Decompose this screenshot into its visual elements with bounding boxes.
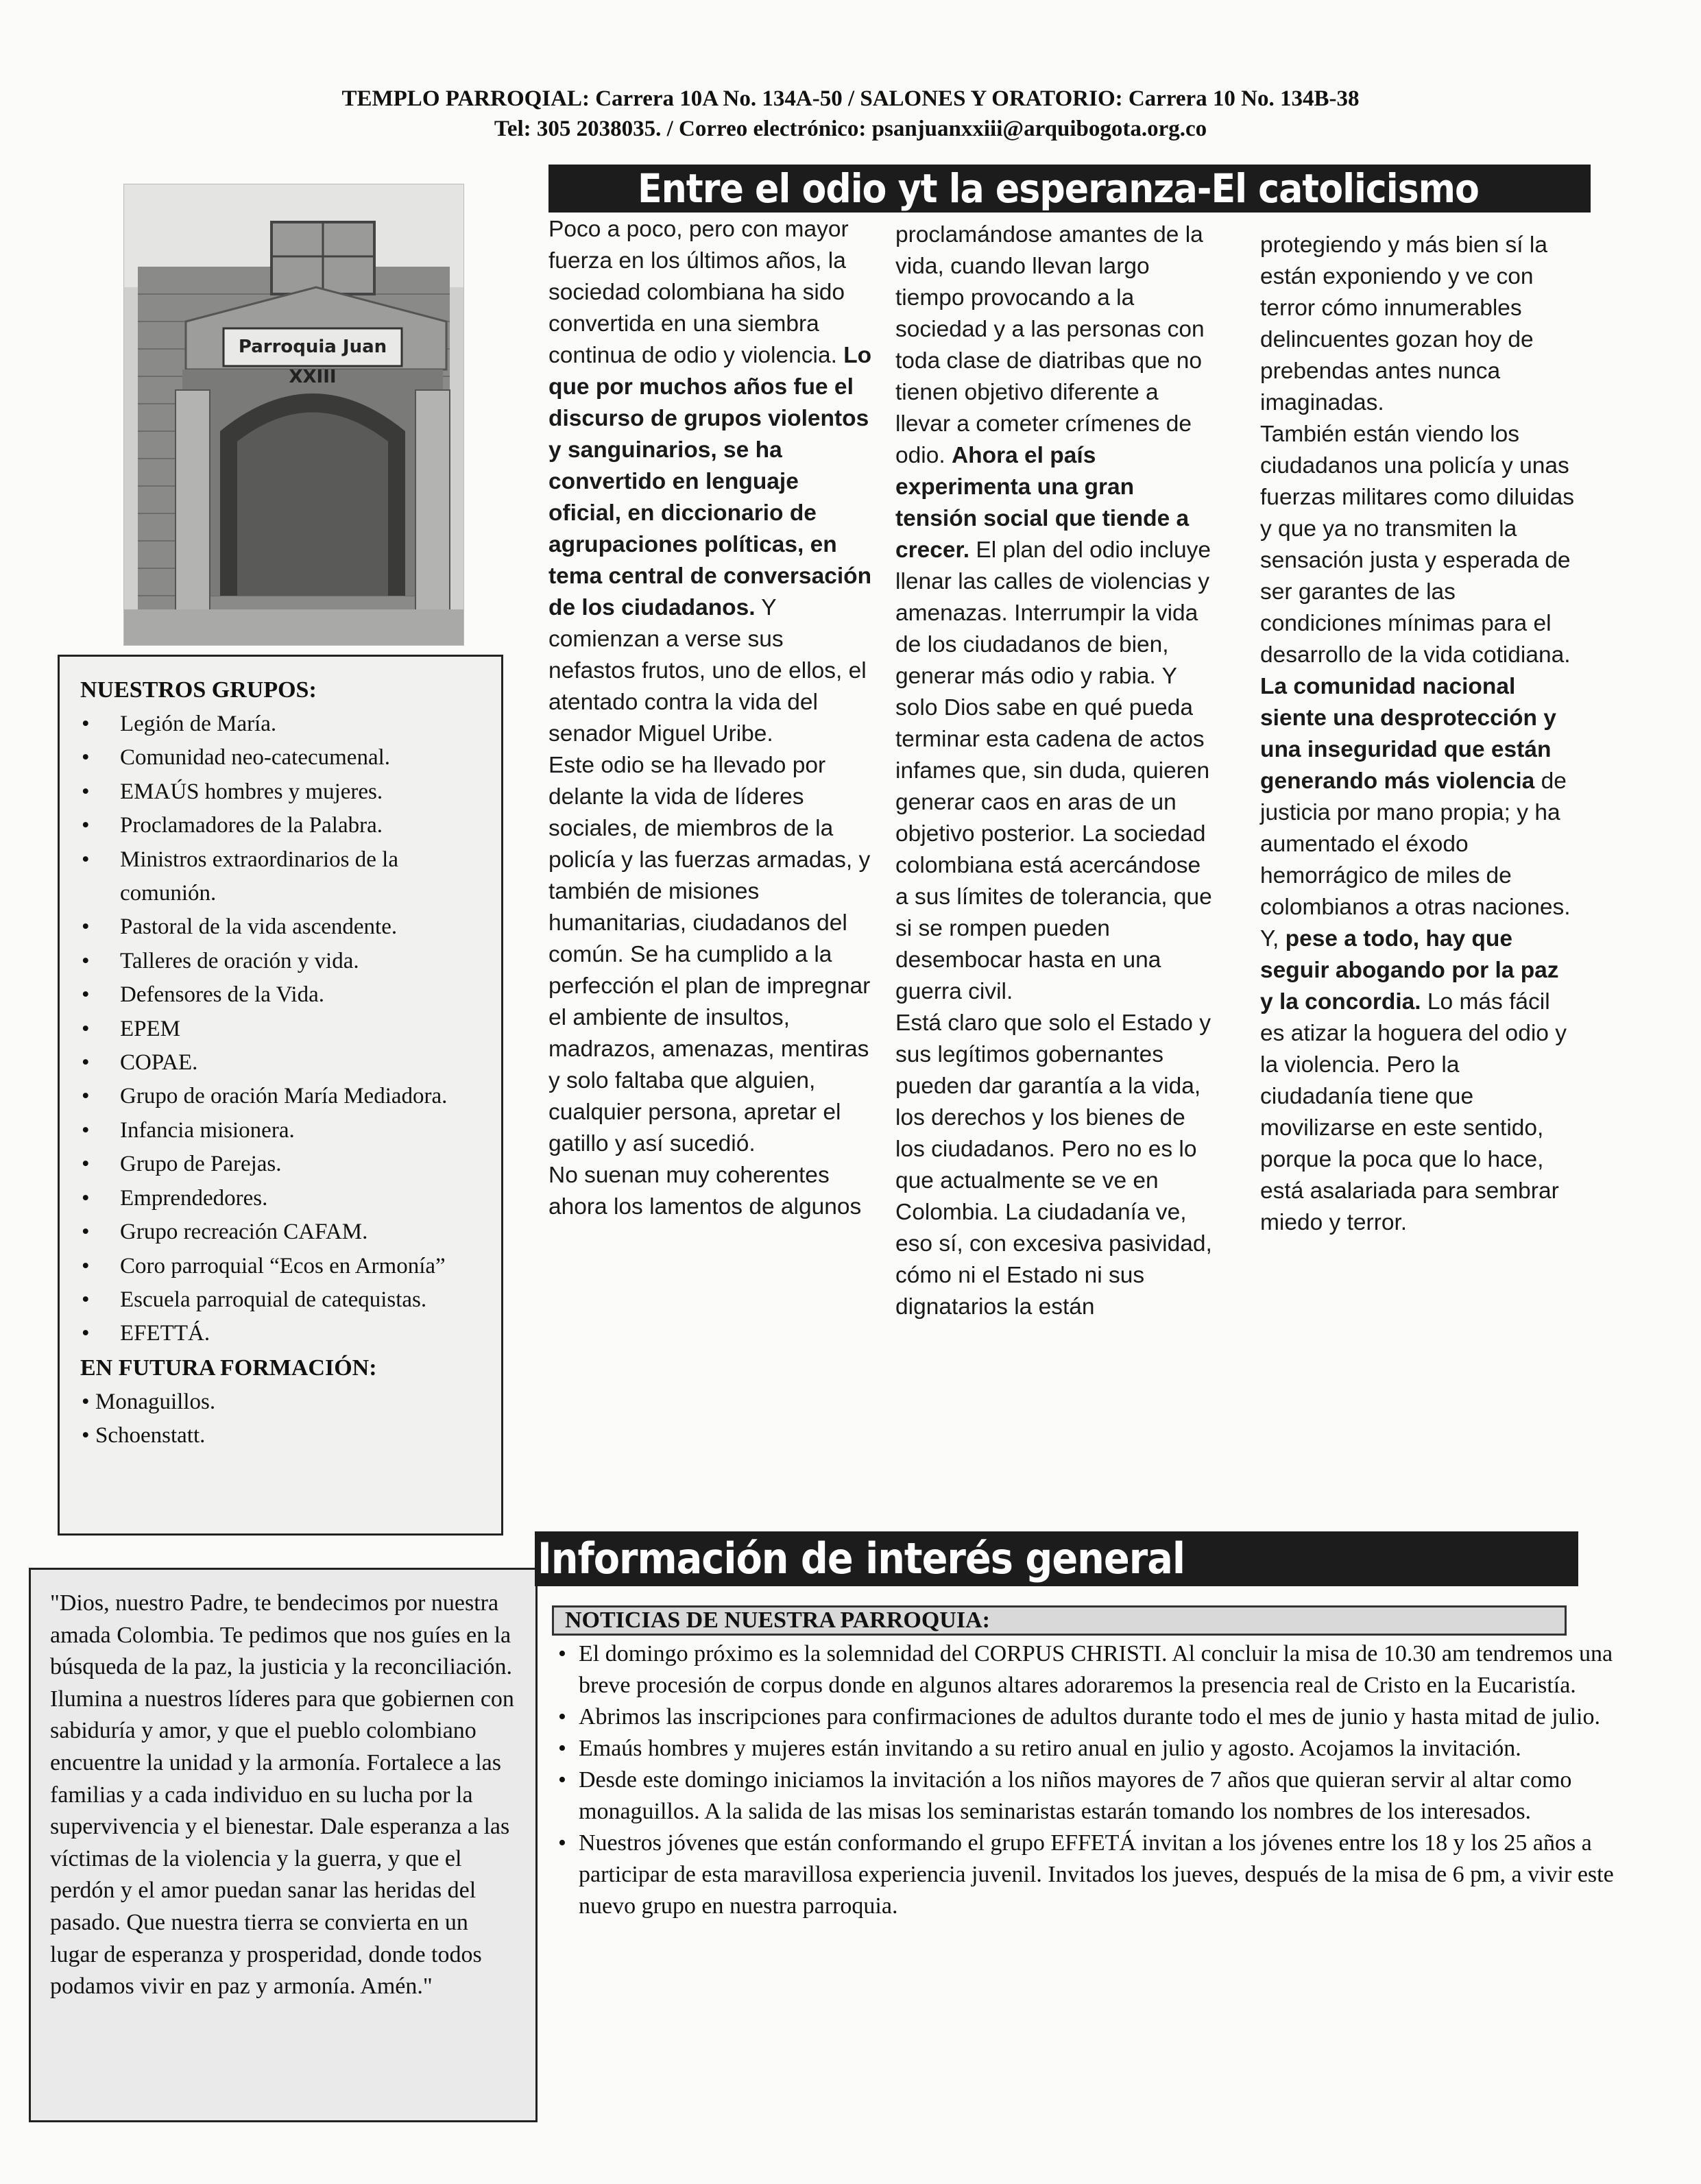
groups-box — [58, 655, 503, 1536]
news-list-item: • Desde este domingo iniciamos la invitación a los niños mayores de 7 años que quieran servir al altar como monaguillos. A la salida de las misas los seminaristas estarán tomando los nombres de los interesados. — [557, 1764, 1626, 1828]
group-list-item: • Escuela parroquial de catequistas. — [80, 1283, 489, 1317]
article-column-1 — [548, 214, 872, 1223]
news-list-item: • Nuestros jóvenes que están conformando el grupo EFFETÁ invitan a los jóvenes entre los 18 y los 25 años a participar de esta maravillosa experiencia juvenil. Invitados los jueves, después de la misa de 6 pm, a vivir este nuevo grupo en nuestra parroquia. — [557, 1828, 1626, 1922]
news-list-wrapper — [557, 1638, 1626, 1922]
article-title: Entre el odio yt la esperanza-El catolicismo — [548, 165, 1591, 213]
news-list-item: • El domingo próximo es la solemnidad del CORPUS CHRISTI. Al concluir la misa de 10.30 am tendremos una breve procesión de corpus donde en algunos altares adoraremos la presencia real de Cristo en la Eucaristía. — [557, 1638, 1626, 1701]
group-list-item: • Proclamadores de la Palabra. — [80, 809, 489, 842]
groups-heading: NUESTROS GRUPOS: — [80, 677, 317, 703]
article-column-3 — [1260, 230, 1576, 1239]
group-list-item: • Grupo recreación CAFAM. — [80, 1215, 489, 1249]
future-formation-heading: EN FUTURA FORMACIÓN: — [80, 1355, 377, 1381]
group-list-item: • Pastoral de la vida ascendente. — [80, 910, 489, 944]
prayer-text: "Dios, nuestro Padre, te bendecimos por nuestra amada Colombia. Te pedimos que nos guíes en la búsqueda de la paz, la justicia y la reconciliación. Ilumina a nuestros líderes para que gobiernen con sabiduría y amor, y que el pueblo colombiano encuentre la unidad y la armonía. Fortalece a las familias y a cada individuo en su lucha por la supervivencia y el bienestar. Dale esperanza a las víctimas de la violencia y la guerra, y que el perdón y el amor puedan sanar las heridas del pasado. Que nuestra tierra se convierta en un lugar de esperanza y prosperidad, donde todos podamos vivir en paz y armonía. Amén." — [50, 1590, 514, 2000]
church-photo — [123, 184, 464, 646]
article-emphasis-text: pese a todo, hay que seguir abogando por la paz y la concordia. — [1260, 926, 1559, 1015]
article-text: protegiendo y más bien sí la están exponiendo y ve con terror cómo innumerables delincuentes gozan hoy de prebendas antes nunca imaginadas. — [1260, 232, 1547, 415]
article-paragraph — [548, 214, 872, 750]
article-emphasis-text: Lo que por muchos años fue el discurso de grupos violentos y sanguinarios, se ha convertido en lenguaje oficial, en diccionario de agrupaciones políticas, en tema central de conversación de los ciudadanos. — [548, 343, 872, 620]
article-text: Y comienzan a verse sus nefastos frutos, uno de ellos, el atentado contra la vida del senador Miguel Uribe. — [548, 595, 867, 747]
article-text: Este odio se ha llevado por delante la vida de líderes sociales, de miembros de la policía y las fuerzas armadas, y también de misiones humanitarias, ciudadanos del común. Se ha cumplido a la perfección el plan de impregnar el ambiente de insultos, madrazos, amenazas, mentiras y solo faltaba que alguien, cualquier persona, apretar el gatillo y así sucedió. — [548, 753, 871, 1156]
article-text: Lo más fácil es atizar la hoguera del odio y la violencia. Pero la ciudadanía tiene que movilizarse en este sentido, porque la poca que lo hace, está asalariada para sembrar miedo y terror. — [1260, 989, 1567, 1235]
info-section-title: Información de interés general — [535, 1531, 1578, 1586]
group-list-item: • Emprendedores. — [80, 1182, 489, 1215]
article-text: También están viendo los ciudadanos una policía y unas fuerzas militares como diluidas y que ya no transmiten la sensación justa y esperada de ser garantes de las condiciones mínimas para el desarrollo de la vida cotidiana. — [1260, 422, 1575, 668]
group-list-item: • Legión de María. — [80, 707, 489, 741]
article-text: de justicia por mano propia; y ha aumentado el éxodo hemorrágico de miles de colombianos a otras naciones. Y, — [1260, 768, 1571, 951]
news-heading: NOTICIAS DE NUESTRA PARROQUIA: — [552, 1605, 1567, 1636]
group-list-item: • COPAE. — [80, 1046, 489, 1080]
group-list-item: • Coro parroquial “Ecos en Armonía” — [80, 1250, 489, 1283]
article-emphasis-text: La comunidad nacional siente una desprotección y una inseguridad que están generando más violencia — [1260, 674, 1556, 794]
article-text: Está claro que solo el Estado y sus legítimos gobernantes pueden dar garantía a la vida, los derechos y los bienes de los ciudadanos. Pero no es lo que actualmente se ve en Colombia. La ciudadanía ve, eso sí, con excesiva pasividad, cómo ni el Estado ni sus dignatarios la están — [895, 1010, 1212, 1320]
article-text: Poco a poco, pero con mayor fuerza en los últimos años, la sociedad colombiana ha sido convertida en una siembra continua de odio y violencia. — [548, 217, 849, 368]
prayer-box — [29, 1568, 538, 2122]
group-list-item: • Infancia misionera. — [80, 1114, 489, 1148]
group-list-item: • Defensores de la Vida. — [80, 978, 489, 1012]
article-column-2 — [895, 219, 1218, 1323]
church-sign-text: Parroquia Juan XXIII — [238, 337, 387, 387]
header-address-line: TEMPLO PARROQIAL: Carrera 10A No. 134A-50 / SALONES Y ORATORIO: Carrera 10 No. 134B-38 — [341, 86, 1360, 111]
news-list — [557, 1638, 1626, 1922]
future-group-list-item: • Schoenstatt. — [80, 1419, 489, 1453]
group-list-item: • Grupo de oración María Mediadora. — [80, 1080, 489, 1113]
groups-list — [80, 707, 489, 1351]
group-list-item: • EPEM — [80, 1012, 489, 1046]
article-paragraph — [1260, 230, 1576, 419]
article-text: proclamándose amantes de la vida, cuando llevan largo tiempo provocando a la sociedad y a las personas con toda clase de diatribas que no tienen objetivo diferente a llevar a cometer crímenes de odio. — [895, 222, 1205, 468]
church-illustration — [124, 184, 463, 645]
article-paragraph — [548, 750, 872, 1160]
future-group-list-item: • Monaguillos. — [80, 1385, 489, 1419]
article-paragraph — [895, 219, 1218, 1008]
article-text: El plan del odio incluye llenar las calles de violencias y amenazas. Interrumpir la vida de los ciudadanos de bien, generar más odio y rabia. Y solo Dios sabe en qué pueda terminar esta cadena de actos infames que, sin duda, quieren generar caos en aras de un objetivo posterior. La sociedad colombiana está acercándose a sus límites de tolerancia, que si se rompen pueden desembocar hasta en una guerra civil. — [895, 537, 1212, 1004]
header-contact-line: Tel: 305 2038035. / Correo electrónico: psanjuanxxiii@arquibogota.org.co — [494, 117, 1207, 141]
article-emphasis-text: Ahora el país experimenta una gran tensión social que tiende a crecer. — [895, 443, 1190, 563]
news-list-item: • Emaús hombres y mujeres están invitando a su retiro anual en julio y agosto. Acojamos la invitación. — [557, 1733, 1626, 1764]
future-formation-list — [80, 1385, 489, 1453]
article-text: No suenan muy coherentes ahora los lamentos de algunos — [548, 1163, 862, 1220]
article-paragraph — [548, 1160, 872, 1223]
article-paragraph — [1260, 419, 1576, 1239]
group-list-item: • EMAÚS hombres y mujeres. — [80, 775, 489, 809]
group-list-item: • EFETTÁ. — [80, 1317, 489, 1350]
news-list-item: • Abrimos las inscripciones para confirmaciones de adultos durante todo el mes de junio y hasta mitad de julio. — [557, 1701, 1626, 1733]
group-list-item: • Comunidad neo-catecumenal. — [80, 741, 489, 775]
group-list-item: • Grupo de Parejas. — [80, 1148, 489, 1181]
group-list-item: • Talleres de oración y vida. — [80, 945, 489, 978]
group-list-item: • Ministros extraordinarios de la comunión. — [80, 843, 489, 911]
article-paragraph — [895, 1008, 1218, 1323]
